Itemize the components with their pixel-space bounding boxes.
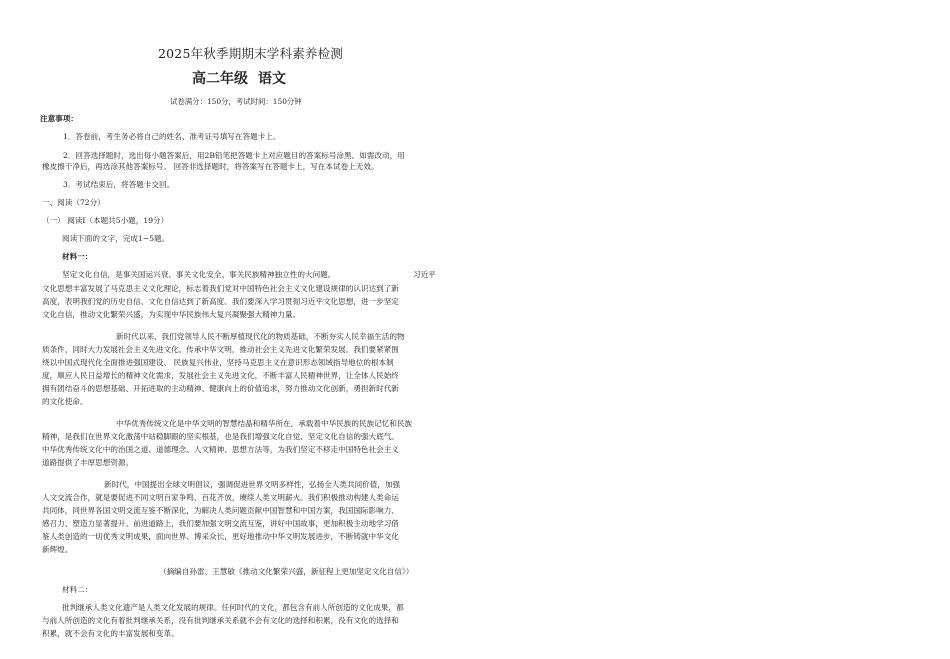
m1-p3-line-4: 道路提供了丰厚思想资源。	[42, 458, 134, 467]
material2-heading: 材料二：	[62, 585, 93, 594]
m1-p4-line-4: 感召力、塑造力显著提升。前进道路上，我们要加强文明交流互鉴，讲好中国故事，更加积极主动地学习借	[42, 519, 399, 528]
notice-item-3: 3．考试结束后，将答题卡交回。	[63, 180, 175, 189]
m1-p1-line-1b: 习近平	[413, 270, 436, 279]
subsection-heading: （一） 阅读Ⅰ（本题共5小题，19分）	[42, 216, 169, 225]
m1-p4-line-6: 新辉煌。	[42, 545, 73, 554]
m1-p1-line-2: 文化思想丰富发展了马克思主义文化理论，标志着我们党对中国特色社会主义文化建设规律的认识达到了新	[42, 284, 399, 293]
m1-p2-line-6: 的文化使命。	[42, 397, 88, 406]
m1-p4-line-3: 共同体，同世界各国文明交流互鉴不断深化，为解决人类问题贡献中国智慧和中国方案，我国国际影响力、	[42, 506, 399, 515]
subject-label: 语文	[258, 71, 286, 87]
material1-heading: 材料一：	[62, 252, 93, 261]
m1-p2-line-1: 新时代以来，我们党领导人民不断厚植现代化的物质基础，不断夯实人民幸福生活的物	[116, 332, 405, 341]
exam-meta: 试卷满分：150分，考试时间：150分钟	[170, 97, 302, 106]
m1-p2-line-4: 度，顺应人民日益增长的精神文化需求，发展社会主义先进文化，不断丰富人民精神世界，让全体人民始终	[42, 371, 399, 380]
m2-p1-line-3: 积累，就不会有文化的丰富发展和变革。	[42, 629, 179, 638]
m1-p1-line-3: 高度，表明我们党的历史自信、文化自信达到了新高度。我们要深入学习贯彻习近平文化思想，进一步坚定	[42, 297, 399, 306]
m1-source: （摘编自孙雷、王慧敏《推动文化繁荣兴盛，新征程上更加坚定文化自信》）	[159, 567, 414, 576]
grade-label: 高二年级	[192, 71, 248, 87]
notice-item-2-line-1: 2．回答选择题时，选出每小题答案后，用2B铅笔把答题卡上对应题目的答案标号涂黑。如需改动，用	[63, 151, 405, 160]
grade-subject-title	[192, 68, 296, 88]
m1-p3-line-3: 中华优秀传统文化中的治国之道、道德理念、人文精神、思想方法等，为我们坚定不移走中国特色社会主义	[42, 445, 399, 454]
section-heading: 一、阅读（72分）	[42, 198, 105, 207]
m1-p1-line-1a: 坚定文化自信，是事关国运兴衰、事关文化安全、事关民族精神独立性的大问题。	[62, 270, 336, 279]
m1-p1-line-4: 文化自信，推动文化繁荣兴盛，为实现中华民族伟大复兴凝聚强大精神力量。	[42, 310, 301, 319]
notice-item-2-line-2: 橡皮擦干净后，再选涂其他答案标号。 回答非选择题时，将答案写在答题卡上，写在本试卷上无效。	[42, 162, 379, 171]
m2-p1-line-2: 与前人所创造的文化有着批判继承关系，没有批判继承关系就不会有文化的选择和积累，没有文化的选择和	[42, 616, 399, 625]
reading-instruction: 阅读下面的文字，完成1~5题。	[62, 234, 170, 243]
notice-item-1: 1．答卷前，考生务必将自己的姓名、准考证号填写在答题卡上。	[63, 132, 281, 141]
exam-title: 2025年秋季期期末学科素养检测	[158, 46, 344, 61]
m2-p1-line-1: 批判继承人类文化遗产是人类文化发展的规律。任何时代的文化，都包含有前人所创造的文化成果，都	[62, 603, 404, 612]
m1-p2-line-5: 拥有团结奋斗的思想基础、开拓进取的主动精神、健康向上的价值追求，努力推动文化创新，勇担新时代新	[42, 384, 399, 393]
m1-p4-line-5: 鉴人类创造的一切优秀文明成果，面向世界、博采众长，更好地推动中华文明发展进步，不断铸就中华文化	[42, 532, 399, 541]
m1-p4-line-2: 人文交流合作，就是要促进不同文明百家争鸣、百花齐放，赓续人类文明薪火。我们积极推动构建人类命运	[42, 493, 399, 502]
m1-p3-line-2: 精神，是我们在世界文化激荡中站稳脚跟的坚实根基，也是我们增强文化自觉、坚定文化自信的强大底气。	[42, 432, 399, 441]
m1-p4-line-1: 新时代，中国提出全球文明倡议，强调促进世界文明多样性，弘扬全人类共同价值，加强	[104, 480, 401, 489]
notice-heading: 注意事项：	[40, 114, 78, 123]
m1-p2-line-2: 质条件，同时大力发展社会主义先进文化。传承中华文明，推动社会主义先进文化繁荣发展。我们要紧紧围	[42, 345, 399, 354]
m1-p2-line-3: 绕以中国式现代化全面推进强国建设、 民族复兴伟业，坚持马克思主义在意识形态领域指导地位的根本制	[42, 358, 394, 367]
m1-p3-line-1: 中华优秀传统文化是中华文明的智慧结晶和精华所在，承载着中华民族的民族记忆和民族	[116, 419, 413, 428]
